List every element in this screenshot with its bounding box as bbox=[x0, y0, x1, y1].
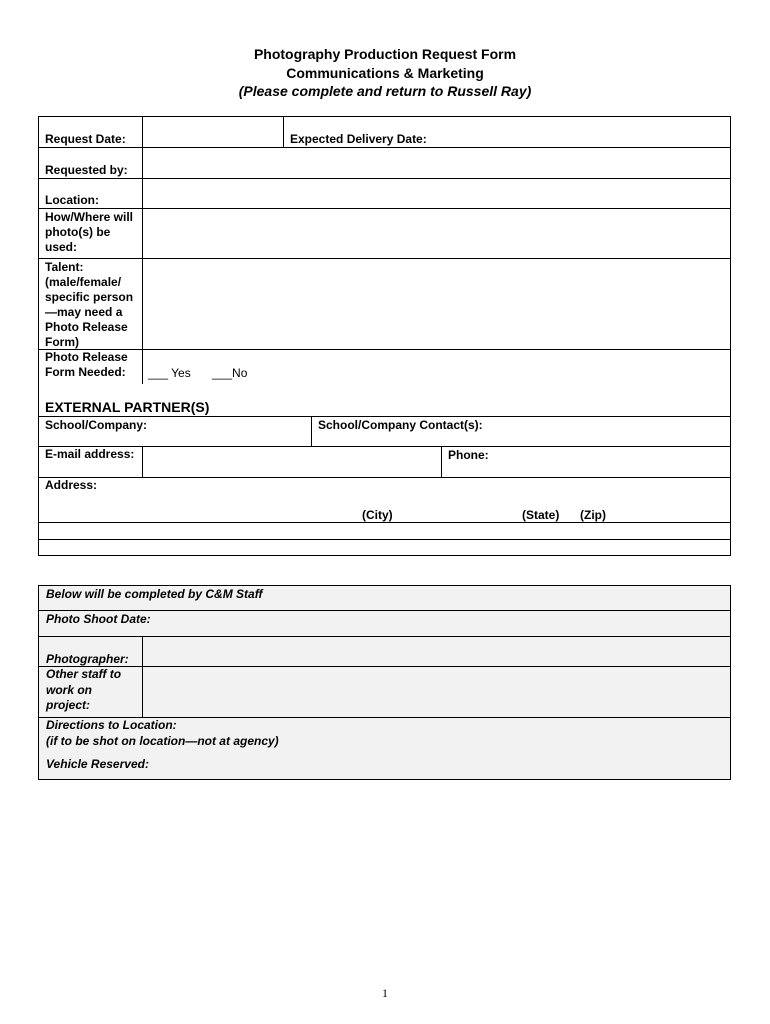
expected-delivery-date-label: Expected Delivery Date: bbox=[290, 132, 427, 146]
location-label: Location: bbox=[45, 193, 99, 207]
location-field[interactable] bbox=[143, 179, 729, 207]
photographer-label: Photographer: bbox=[46, 652, 129, 666]
photo-usage-label: How/Where will photo(s) be used: bbox=[45, 210, 134, 254]
staff-section-heading: Below will be completed by C&M Staff bbox=[46, 587, 263, 601]
zip-label: (Zip) bbox=[580, 508, 606, 522]
form-instruction: (Please complete and return to Russell Ray) bbox=[238, 83, 532, 99]
other-staff-field[interactable] bbox=[143, 667, 729, 716]
other-staff-label: Other staff to work on project: bbox=[46, 667, 122, 712]
vehicle-reserved-field[interactable] bbox=[160, 756, 729, 778]
company-contact-field[interactable] bbox=[495, 417, 729, 445]
state-label: (State) bbox=[522, 508, 560, 522]
company-contact-label: School/Company Contact(s): bbox=[318, 418, 483, 432]
phone-field[interactable] bbox=[495, 447, 729, 476]
vehicle-reserved-label: Vehicle Reserved: bbox=[46, 757, 149, 771]
release-yes-option[interactable]: ___ Yes bbox=[148, 366, 191, 380]
address-field[interactable] bbox=[102, 478, 729, 521]
form-subtitle: Communications & Marketing bbox=[286, 65, 484, 81]
directions-label: Directions to Location: bbox=[46, 718, 177, 732]
school-company-label: School/Company: bbox=[45, 418, 148, 432]
city-label: (City) bbox=[362, 508, 393, 522]
shoot-date-label: Photo Shoot Date: bbox=[46, 612, 151, 626]
page-number: 1 bbox=[382, 986, 388, 1000]
requested-by-field[interactable] bbox=[143, 148, 729, 177]
photo-usage-field[interactable] bbox=[143, 209, 729, 257]
talent-label: Talent: (male/female/ specific person—may need a Photo Release Form) bbox=[45, 260, 134, 349]
email-label: E-mail address: bbox=[45, 447, 135, 461]
email-field[interactable] bbox=[143, 447, 440, 476]
school-company-field[interactable] bbox=[155, 417, 310, 445]
address-label: Address: bbox=[45, 478, 98, 492]
requested-by-label: Requested by: bbox=[45, 163, 128, 177]
release-no-option[interactable]: ___No bbox=[212, 366, 248, 380]
request-date-field[interactable] bbox=[143, 117, 282, 146]
photo-release-label: Photo Release Form Needed: bbox=[45, 350, 128, 379]
request-date-label: Request Date: bbox=[45, 132, 126, 146]
shoot-date-field[interactable] bbox=[160, 611, 729, 635]
phone-label: Phone: bbox=[448, 448, 489, 462]
talent-field[interactable] bbox=[143, 259, 729, 348]
external-partner-heading: EXTERNAL PARTNER(S) bbox=[45, 399, 210, 415]
directions-note: (if to be shot on location—not at agency) bbox=[46, 734, 279, 748]
form-title: Photography Production Request Form bbox=[253, 46, 517, 62]
photographer-field[interactable] bbox=[143, 637, 729, 665]
expected-delivery-date-field[interactable] bbox=[440, 117, 729, 146]
